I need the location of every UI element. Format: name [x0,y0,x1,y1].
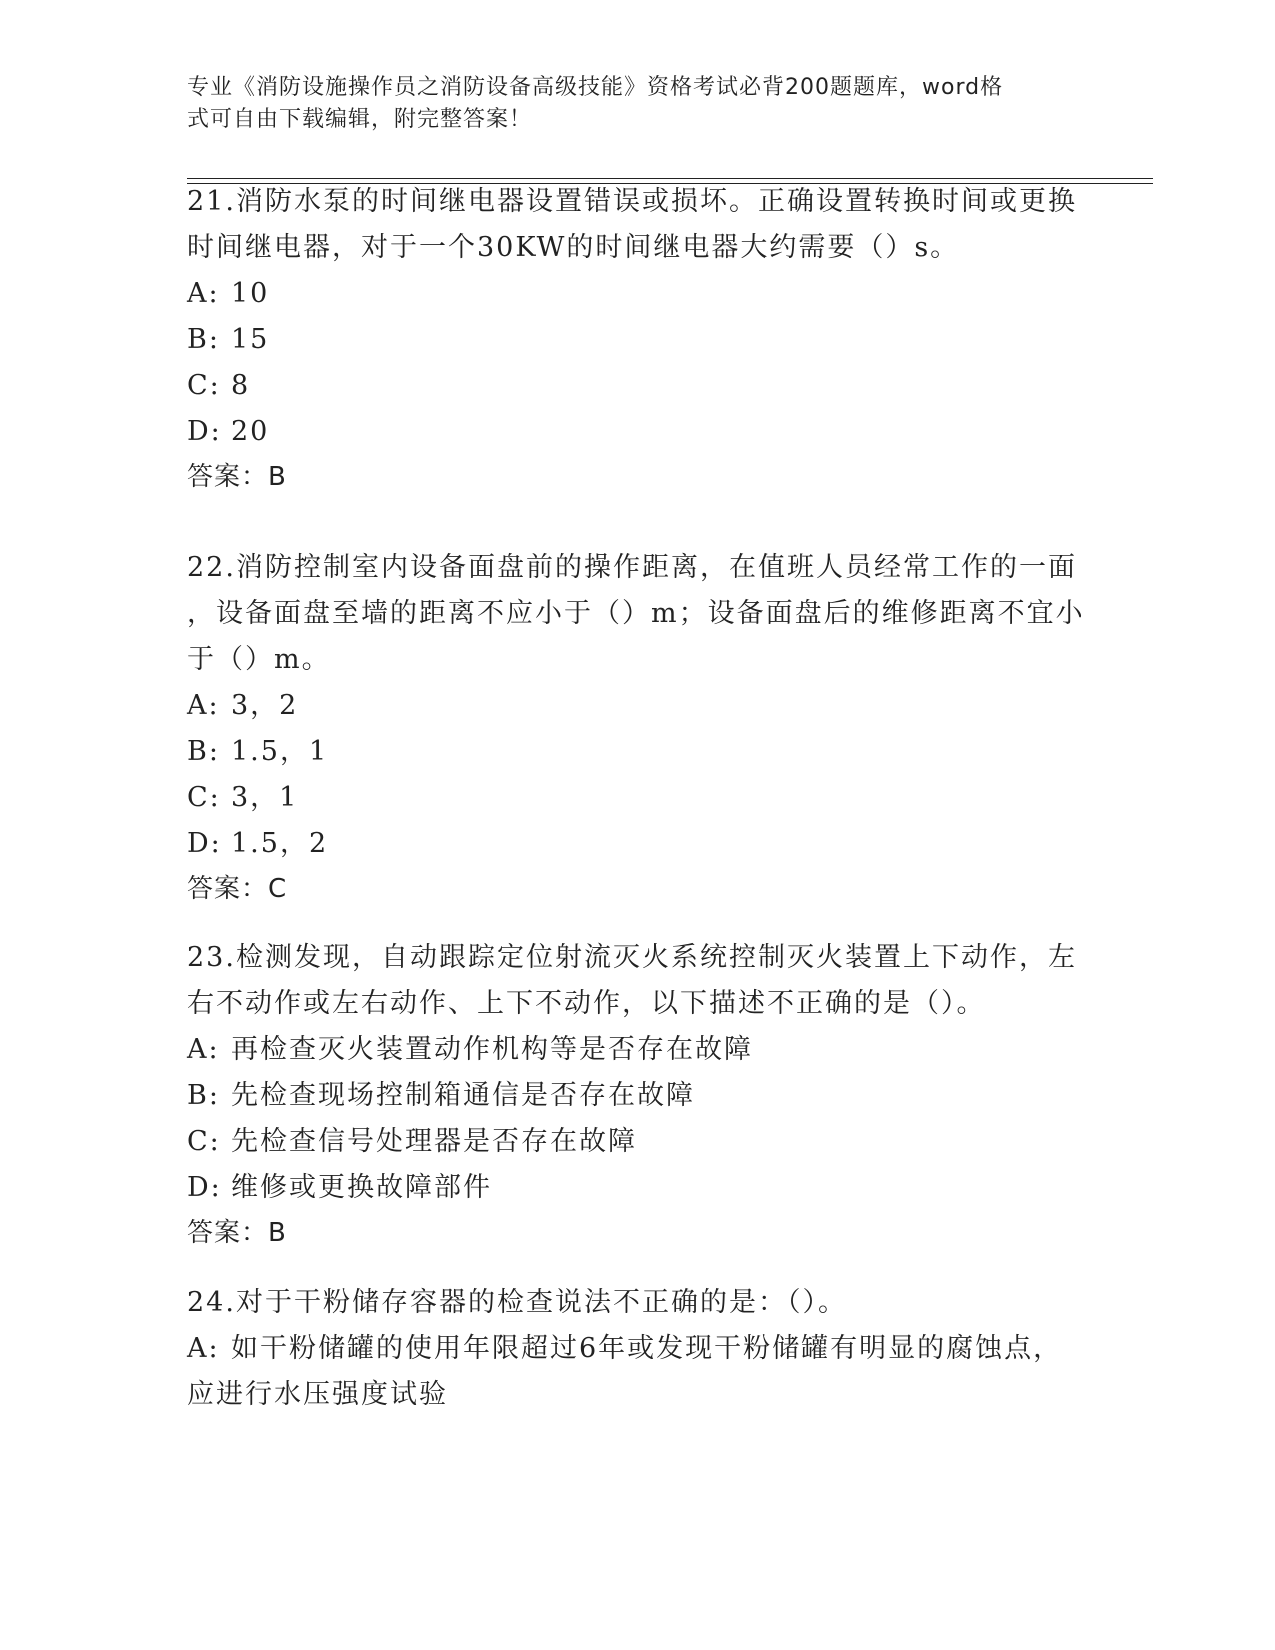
option-key: A: [187,1333,220,1364]
question-22 [187,545,1087,911]
option-key: C: [187,1126,221,1157]
option-c [187,775,1087,821]
option-text: 3，2 [231,690,299,721]
option-a [187,271,1087,317]
option-text: 15 [231,324,270,355]
option-text: 20 [231,416,270,447]
option-key: C: [187,782,221,813]
option-a [187,1326,1087,1372]
option-text: 先检查现场控制箱通信是否存在故障 [231,1080,695,1111]
header-line-2: 式可自由下载编辑，附完整答案！ [187,107,533,132]
option-a [187,1027,1087,1073]
option-text: 再检查灭火装置动作机构等是否存在故障 [231,1034,753,1065]
option-b [187,729,1087,775]
option-b [187,317,1087,363]
question-stem-line: 24.对于干粉储存容器的检查说法不正确的是：（）。 [187,1287,847,1318]
option-text: 维修或更换故障部件 [231,1172,492,1203]
option-a [187,683,1087,729]
option-key: D: [187,416,222,447]
option-text: 先检查信号处理器是否存在故障 [231,1126,637,1157]
option-key: B: [187,736,220,767]
question-stem-line: 22.消防控制室内设备面盘前的操作距离，在值班人员经常工作的一面 [187,552,1077,583]
question-stem-line: 21.消防水泵的时间继电器设置错误或损坏。正确设置转换时间或更换 [187,186,1077,217]
option-key: D: [187,1172,222,1203]
document-header [187,72,1067,136]
answer-line: 答案：B [187,1218,287,1248]
question-stem-line: 23.检测发现，自动跟踪定位射流灭火系统控制灭火装置上下动作，左 [187,942,1077,973]
option-text: 1.5，1 [231,736,329,767]
option-key: A: [187,278,220,309]
answer-line: 答案：B [187,462,287,492]
option-text: 8 [231,370,251,401]
option-key: A: [187,690,220,721]
option-d [187,409,1087,455]
question-stem-line: ，设备面盘至墙的距离不应小于（）m；设备面盘后的维修距离不宜小 [187,598,1085,629]
question-stem-line: 于（）m。 [187,644,331,675]
option-key: C: [187,370,221,401]
option-b [187,1073,1087,1119]
option-key: A: [187,1034,220,1065]
option-text: 10 [231,278,270,309]
option-key: D: [187,828,222,859]
option-d [187,1165,1087,1211]
header-line-1: 专业《消防设施操作员之消防设备高级技能》资格考试必背200题题库，word格 [187,75,1004,100]
option-c [187,363,1087,409]
question-stem-line: 时间继电器，对于一个30KW的时间继电器大约需要（）s。 [187,232,960,263]
question-21 [187,179,1087,499]
answer-line: 答案：C [187,874,288,904]
option-text: 1.5，2 [231,828,329,859]
option-c [187,1119,1087,1165]
question-23 [187,935,1087,1255]
option-text: 3，1 [231,782,299,813]
option-key: B: [187,1080,220,1111]
question-stem-line: 右不动作或左右动作、上下不动作，以下描述不正确的是（）。 [187,988,986,1019]
option-continuation: 应进行水压强度试验 [187,1379,448,1410]
option-key: B: [187,324,220,355]
option-text: 如干粉储罐的使用年限超过6年或发现干粉储罐有明显的腐蚀点， [231,1333,1063,1364]
question-24 [187,1280,1087,1418]
option-d [187,821,1087,867]
